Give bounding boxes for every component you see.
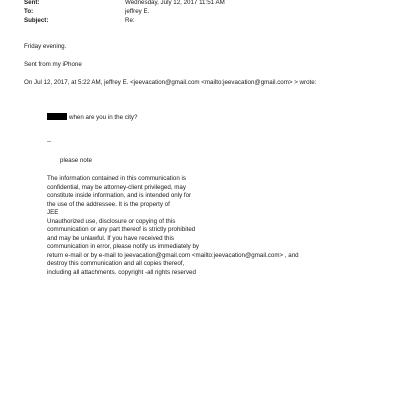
sent-value: Wednesday, July 12, 2017 11:51 AM [125,0,225,6]
disclaimer-line: JEE [47,209,59,216]
disclaimer-line: The information contained in this communication is [47,175,186,182]
quoted-question-line [47,113,137,122]
to-label: To: [24,8,34,15]
reply-intro-text: On Jul 12, 2017, at 5:22 AM, jeffrey E. <jeevacation@gmail.com <mailto:jeevacation@gmail.com> > wrote: [24,79,317,86]
disclaimer-line: confidential, may be attorney-client privileged, may [47,183,186,191]
redaction-block [47,113,67,120]
to-value: jeffrey E. [125,8,150,15]
please-note-text: please note [60,157,92,164]
disclaimer-line: Unauthorized use, disclosure or copying of this [47,217,176,225]
disclaimer-line: constitute inside information, and is intended only for [47,192,192,199]
disclaimer-line: destroy this communication and all copies thereof, [47,260,185,267]
disclaimer-line: communication in error, please notify us immediately by [47,243,200,250]
quoted-question-text: when are you in the city? [69,114,138,121]
separator-text: -- [47,138,52,145]
disclaimer-line: communication or any part thereof is strictly prohibited [47,226,196,233]
greeting-text: Friday evening. [24,43,67,50]
subject-label: Subject: [24,17,49,24]
signature-text: Sent from my iPhone [24,61,82,68]
subject-value: Re: [125,17,135,24]
sent-label: Sent: [24,0,40,6]
disclaimer-line: including all attachments. copyright -all rights reserved [47,268,196,276]
disclaimer-line: the use of the addressee. It is the property of [47,200,170,208]
disclaimer-line: and may be unlawful. If you have received this [47,234,174,242]
disclaimer-line: return e-mail or by e-mail to jeevacation@gmail.com <mailto:jeevacation@gmail.com> , and [47,251,299,259]
